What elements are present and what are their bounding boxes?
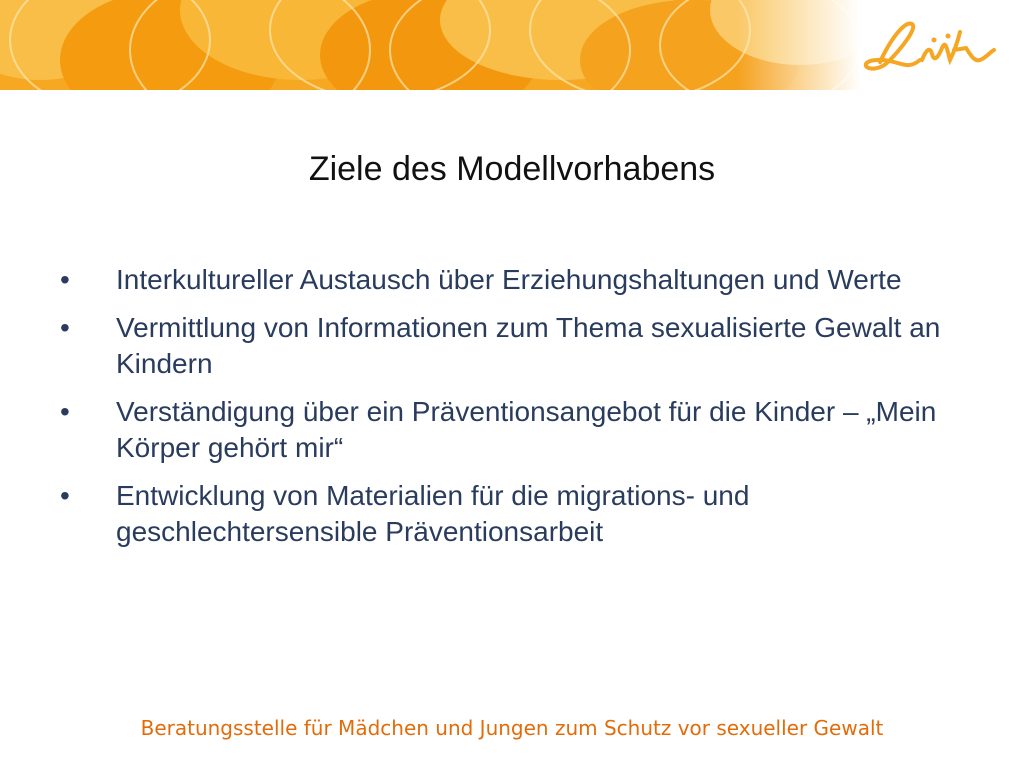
bullet-glyph: • — [60, 264, 70, 295]
footer-text: Beratungsstelle für Mädchen und Jungen zum Schutz vor sexueller Gewalt — [140, 716, 884, 740]
goals-list — [60, 262, 980, 562]
list-item — [60, 310, 980, 382]
bullet-glyph: • — [60, 312, 70, 343]
list-item-text: Interkultureller Austausch über Erziehungshaltungen und Werte — [116, 264, 902, 295]
bullet-glyph: • — [60, 480, 70, 511]
list-item-text: Entwicklung von Materialien für die migrations- und geschlechtersensible Präventionsarbeit — [116, 480, 750, 547]
list-item — [60, 478, 980, 550]
list-item — [60, 262, 980, 298]
bullet-glyph: • — [60, 396, 70, 427]
list-item-text: Verständigung über ein Präventionsangebot für die Kinder – „Mein Körper gehört mir“ — [116, 396, 937, 463]
header-banner — [0, 0, 1024, 90]
slide-title: Ziele des Modellvorhabens — [308, 150, 716, 188]
list-item — [60, 394, 980, 466]
lilith-logo — [850, 10, 1010, 80]
list-item-text: Vermittlung von Informationen zum Thema sexualisierte Gewalt an Kindern — [116, 312, 941, 379]
